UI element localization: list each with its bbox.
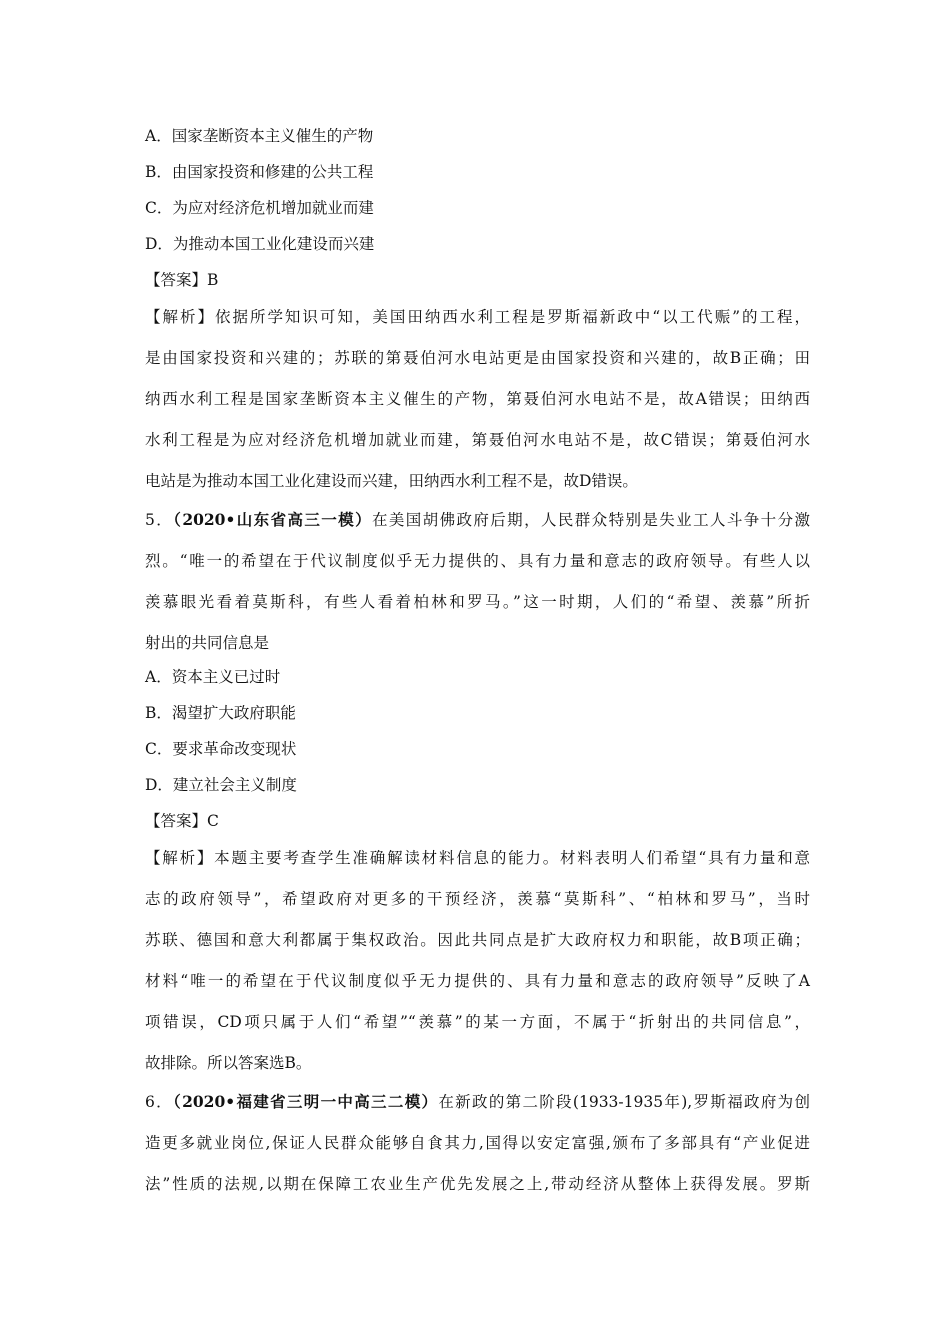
analysis-tag: 【解析】 [145, 308, 215, 326]
question-source: （2020•福建省三明一中高三二模） [173, 1092, 439, 1111]
q4-answer [145, 270, 810, 290]
q5-stem-line [145, 510, 810, 530]
q4-option-c: C．为应对经济危机增加就业而建 [145, 199, 374, 217]
answer-tag: 【答案】 [145, 812, 208, 830]
q4-analysis-line: 电站是为推动本国工业化建设而兴建，田纳西水利工程不是，故D错误。 [145, 472, 638, 490]
stem-text: 在新政的第二阶段(1933-1935年),罗斯福政府为创 [438, 1093, 810, 1111]
q5-option-c: C．要求革命改变现状 [145, 740, 297, 758]
q5-analysis-line [145, 848, 810, 868]
q4-analysis-line [145, 307, 810, 327]
q5-analysis-line: 故排除。所以答案选B。 [145, 1054, 312, 1072]
analysis-tag: 【解析】 [145, 849, 215, 867]
analysis-text: 本题主要考查学生准确解读材料信息的能力。材料表明人们希望“具有力量和意 [214, 849, 810, 867]
q5-answer [145, 811, 810, 831]
q5-option-a: A．资本主义已过时 [145, 668, 281, 686]
q6-stem-line: 造更多就业岗位,保证人民群众能够自食其力,国得以安定富强,颁布了多部具有“产业促进 [145, 1134, 810, 1152]
q5-analysis-line: 项错误，CD项只属于人们“希望”“羡慕”的某一方面，不属于“折射出的共同信息”， [145, 1013, 810, 1031]
q4-analysis-line: 纳西水利工程是国家垄断资本主义催生的产物，第聂伯河水电站不是，故A错误；田纳西 [145, 390, 810, 408]
q5-analysis-line: 志的政府领导”，希望政府对更多的干预经济，羡慕“莫斯科”、“柏林和罗马”，当时 [145, 890, 810, 908]
q5-stem-line: 羡慕眼光看着莫斯科，有些人看着柏林和罗马。”这一时期，人们的“希望、羡慕”所折 [145, 593, 810, 611]
q5-option-d: D．建立社会主义制度 [145, 776, 297, 794]
answer-value: C [207, 812, 219, 830]
q5-stem-line: 射出的共同信息是 [145, 634, 270, 652]
q4-option-d: D．为推动本国工业化建设而兴建 [145, 235, 375, 253]
question-number: 5． [145, 511, 174, 529]
q5-analysis-line: 材料“唯一的希望在于代议制度似乎无力提供的、具有力量和意志的政府领导”反映了A [145, 972, 810, 990]
q5-analysis-line: 苏联、德国和意大利都属于集权政治。因此共同点是扩大政府权力和职能，故B项正确； [145, 931, 810, 949]
answer-tag: 【答案】 [145, 271, 208, 289]
q4-option-a: A．国家垄断资本主义催生的产物 [145, 127, 374, 145]
analysis-text: 依据所学知识可知，美国田纳西水利工程是罗斯福新政中“以工代赈”的工程， [214, 308, 810, 326]
q6-stem-line [145, 1092, 810, 1112]
question-number: 6． [145, 1093, 174, 1111]
question-source: （2020•山东省高三一模） [173, 510, 372, 529]
q6-stem-line: 法”性质的法规,以期在保障工农业生产优先发展之上,带动经济从整体上获得发展。罗斯 [145, 1175, 810, 1193]
q5-stem-line: 烈。“唯一的希望在于代议制度似乎无力提供的、具有力量和意志的政府领导。有些人以 [145, 552, 810, 570]
q4-analysis-line: 是由国家投资和兴建的；苏联的第聂伯河水电站更是由国家投资和兴建的，故B正确；田 [145, 349, 810, 367]
q4-analysis-line: 水利工程是为应对经济危机增加就业而建，第聂伯河水电站不是，故C错误；第聂伯河水 [145, 431, 810, 449]
q4-option-b: B．由国家投资和修建的公共工程 [145, 163, 374, 181]
answer-value: B [207, 271, 219, 289]
stem-text: 在美国胡佛政府后期，人民群众特别是失业工人斗争十分激 [371, 511, 810, 529]
q5-option-b: B．渴望扩大政府职能 [145, 704, 296, 722]
